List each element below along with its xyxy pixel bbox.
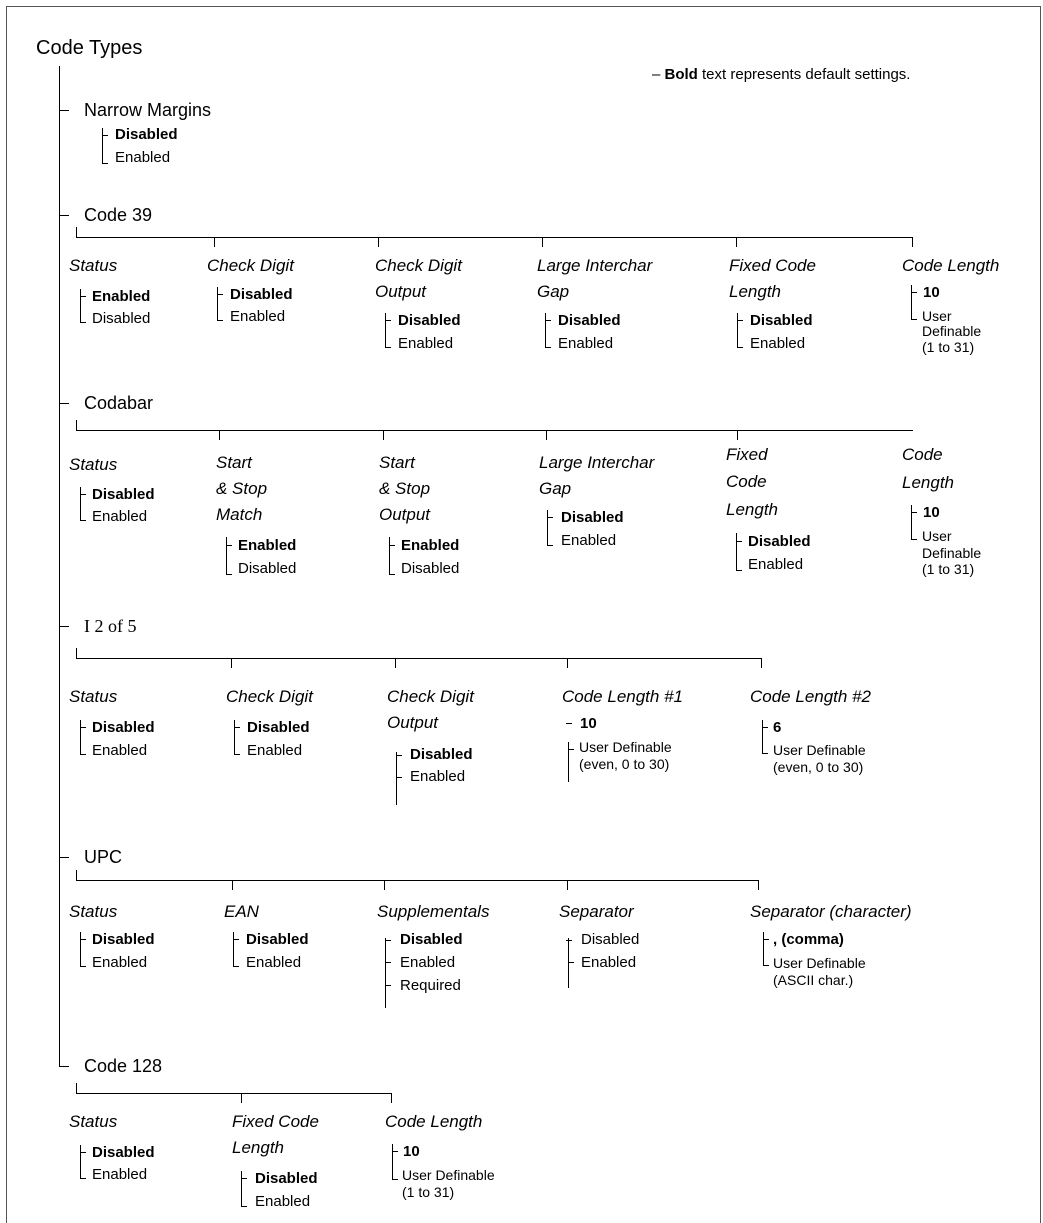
- option-default: Disabled: [255, 1170, 318, 1187]
- connector: [911, 505, 912, 540]
- column-header-code-length-2: Code Length #2: [750, 687, 871, 706]
- column-header-start-stop-match-line3: Match: [216, 505, 263, 524]
- connector: [233, 932, 234, 967]
- connector: [391, 1093, 392, 1103]
- connector: [234, 727, 240, 728]
- column-header-fixed-code-length-line2: Code: [726, 472, 767, 491]
- connector: [568, 938, 569, 988]
- option-default: 10: [580, 715, 597, 732]
- connector: [233, 966, 239, 967]
- connector: [389, 537, 390, 575]
- column-header-supplementals: Supplementals: [377, 902, 490, 921]
- option-default: Disabled: [750, 312, 813, 329]
- column-header-fixed-code-length-line2: Length: [232, 1138, 284, 1157]
- column-header-check-digit: Check Digit: [207, 256, 294, 275]
- connector: [763, 932, 764, 966]
- option: User: [922, 308, 952, 324]
- branch-line: [76, 237, 913, 238]
- column-header-code-length: Code: [902, 445, 943, 464]
- section-label-code39: Code 39: [84, 205, 153, 225]
- branch-line: [76, 1093, 392, 1094]
- column-header-check-digit-output: Check Digit: [375, 256, 462, 275]
- column-header-status: Status: [69, 902, 118, 921]
- connector: [762, 720, 763, 754]
- option-default: Disabled: [92, 931, 155, 948]
- column-header-status: Status: [69, 455, 118, 474]
- connector: [217, 287, 218, 321]
- column-header-code-length-line2: Length: [902, 473, 954, 492]
- connector: [226, 574, 232, 575]
- column-header-large-interchar-gap-line2: Gap: [539, 479, 572, 498]
- connector: [241, 1178, 247, 1179]
- connector: [80, 939, 86, 940]
- option: User Definable: [773, 955, 866, 971]
- column-header-ean: EAN: [224, 902, 259, 921]
- connector: [763, 965, 769, 966]
- connector: [80, 296, 86, 297]
- connector: [758, 880, 759, 890]
- option: Enabled: [115, 149, 171, 166]
- column-header-code-length-1: Code Length #1: [562, 687, 683, 706]
- option: Enabled: [748, 556, 804, 573]
- option: Definable: [922, 545, 982, 561]
- connector: [545, 313, 546, 348]
- connector: [762, 727, 768, 728]
- column-header-fixed-code-length-line2: Length: [729, 282, 781, 301]
- option: Enabled: [255, 1193, 311, 1210]
- connector: [378, 237, 379, 247]
- column-header-status: Status: [69, 256, 118, 275]
- option: Enabled: [750, 335, 806, 352]
- connector: [385, 940, 391, 941]
- connector: [736, 570, 742, 571]
- column-header-status: Status: [69, 687, 118, 706]
- option: Enabled: [410, 768, 466, 785]
- connector: [542, 237, 543, 247]
- option-default: Disabled: [748, 533, 811, 550]
- connector: [396, 777, 402, 778]
- column-header-check-digit: Check Digit: [226, 687, 313, 706]
- branch-line: [76, 430, 913, 431]
- connector: [389, 574, 395, 575]
- connector: [737, 430, 738, 440]
- connector: [566, 940, 572, 941]
- option-default: , (comma): [773, 931, 844, 948]
- page-frame: [6, 6, 1041, 1223]
- connector: [547, 510, 548, 546]
- connector: [219, 430, 220, 440]
- connector: [59, 403, 69, 404]
- connector: [568, 742, 569, 782]
- connector: [911, 512, 917, 513]
- option-default: Disabled: [400, 931, 463, 948]
- connector: [911, 539, 917, 540]
- connector: [568, 962, 574, 963]
- option: User: [922, 528, 952, 544]
- connector: [59, 626, 69, 627]
- option: Enabled: [92, 1166, 148, 1183]
- option: Enabled: [400, 954, 456, 971]
- option: (1 to 31): [922, 339, 975, 355]
- option: (even, 0 to 30): [773, 759, 864, 775]
- connector: [80, 932, 81, 967]
- connector: [234, 754, 240, 755]
- connector: [102, 128, 103, 164]
- legend-text: text represents default settings.: [702, 66, 911, 83]
- option-default: Disabled: [115, 126, 178, 143]
- connector: [80, 966, 86, 967]
- branch-line: [76, 880, 759, 881]
- connector: [568, 749, 574, 750]
- option-default: Disabled: [247, 719, 310, 736]
- option-default: 10: [923, 504, 940, 521]
- section-label-narrow-margins: Narrow Margins: [84, 100, 212, 120]
- column-header-check-digit-output-line2: Output: [375, 282, 427, 301]
- legend-bold-word: Bold: [664, 66, 698, 83]
- connector: [736, 237, 737, 247]
- connector: [761, 658, 762, 668]
- tree-spine: [59, 66, 60, 1067]
- section-label-i2of5: I 2 of 5: [84, 616, 137, 636]
- option: User Definable: [579, 739, 672, 755]
- option-default: Disabled: [92, 719, 155, 736]
- page-title: Code Types: [36, 37, 143, 59]
- connector: [80, 289, 81, 323]
- option: Enabled: [398, 335, 454, 352]
- connector: [546, 430, 547, 440]
- connector: [392, 1151, 398, 1152]
- connector: [76, 648, 77, 659]
- connector: [385, 320, 391, 321]
- option: Disabled: [581, 931, 640, 948]
- connector: [102, 135, 108, 136]
- connector: [80, 1152, 86, 1153]
- option: User Definable: [773, 742, 866, 758]
- connector: [102, 163, 108, 164]
- option: (even, 0 to 30): [579, 756, 670, 772]
- connector: [59, 857, 69, 858]
- connector: [385, 313, 386, 348]
- section-label-codabar: Codabar: [84, 393, 154, 413]
- connector: [383, 430, 384, 440]
- connector: [80, 1145, 81, 1179]
- option-default: Disabled: [410, 746, 473, 763]
- option-default: Disabled: [558, 312, 621, 329]
- connector: [737, 313, 738, 348]
- column-header-fixed-code-length: Fixed: [726, 445, 768, 464]
- column-header-status: Status: [69, 1112, 118, 1131]
- connector: [59, 1066, 69, 1067]
- column-header-large-interchar-gap: Large Interchar: [537, 256, 653, 275]
- column-header-check-digit-output-line2: Output: [387, 713, 439, 732]
- section-label-upc: UPC: [84, 847, 123, 867]
- connector: [59, 215, 69, 216]
- connector: [384, 880, 385, 890]
- connector: [76, 227, 77, 238]
- connector: [241, 1171, 242, 1207]
- connector: [737, 320, 743, 321]
- connector: [80, 727, 86, 728]
- option: User Definable: [402, 1167, 495, 1183]
- column-header-fixed-code-length-line3: Length: [726, 500, 778, 519]
- connector: [241, 1093, 242, 1103]
- connector: [80, 720, 81, 755]
- option: Disabled: [401, 560, 460, 577]
- connector: [545, 347, 551, 348]
- option: (1 to 31): [922, 561, 975, 577]
- connector: [567, 880, 568, 890]
- option-default: Disabled: [246, 931, 309, 948]
- connector: [80, 1178, 86, 1179]
- option: Enabled: [230, 308, 286, 325]
- option-default: Enabled: [401, 537, 460, 554]
- option-default: Disabled: [561, 509, 624, 526]
- column-header-check-digit-output: Check Digit: [387, 687, 474, 706]
- connector: [385, 985, 391, 986]
- column-header-fixed-code-length: Fixed Code: [232, 1112, 319, 1131]
- option: Definable: [922, 323, 982, 339]
- option-default: Enabled: [92, 288, 151, 305]
- option: Disabled: [238, 560, 297, 577]
- connector: [80, 487, 81, 521]
- option-default: 10: [403, 1143, 420, 1160]
- connector: [226, 545, 232, 546]
- column-header-code-length: Code Length: [385, 1112, 483, 1131]
- column-header-start-stop-match-line2: & Stop: [216, 479, 268, 498]
- column-header-start-stop-output-line2: & Stop: [379, 479, 431, 498]
- option: Enabled: [561, 532, 617, 549]
- connector: [547, 545, 553, 546]
- connector: [385, 962, 391, 963]
- connector: [911, 292, 917, 293]
- connector: [80, 754, 86, 755]
- connector: [912, 237, 913, 247]
- connector: [241, 1206, 247, 1207]
- connector: [392, 1144, 393, 1180]
- connector: [76, 870, 77, 881]
- column-header-start-stop-output-line3: Output: [379, 505, 431, 524]
- legend-note: [652, 67, 910, 82]
- option-default: Disabled: [92, 486, 155, 503]
- connector: [76, 1083, 77, 1094]
- connector: [385, 347, 391, 348]
- connector: [76, 420, 77, 431]
- connector: [762, 753, 768, 754]
- option: Required: [400, 977, 461, 994]
- connector: [396, 755, 402, 756]
- connector: [233, 939, 239, 940]
- option: (1 to 31): [402, 1184, 455, 1200]
- option: Enabled: [581, 954, 637, 971]
- column-header-code-length: Code Length: [902, 256, 1000, 275]
- option: (ASCII char.): [773, 972, 854, 988]
- connector: [911, 285, 912, 320]
- option-default: Enabled: [238, 537, 297, 554]
- connector: [736, 533, 737, 571]
- connector: [567, 658, 568, 668]
- option-default: 10: [923, 284, 940, 301]
- connector: [396, 752, 397, 805]
- option: Enabled: [92, 508, 148, 525]
- column-header-separator: Separator: [559, 902, 634, 921]
- connector: [217, 320, 223, 321]
- connector: [80, 494, 86, 495]
- option: Disabled: [92, 310, 151, 327]
- connector: [59, 110, 69, 111]
- option: Enabled: [246, 954, 302, 971]
- option-default: 6: [773, 719, 782, 736]
- connector: [234, 720, 235, 755]
- option-default: Disabled: [230, 286, 293, 303]
- option: Enabled: [247, 742, 303, 759]
- connector: [385, 938, 386, 1008]
- option: Enabled: [558, 335, 614, 352]
- column-header-large-interchar-gap-line2: Gap: [537, 282, 570, 301]
- connector: [545, 320, 551, 321]
- connector: [214, 237, 215, 247]
- legend-dash: –: [652, 66, 661, 83]
- connector: [911, 319, 917, 320]
- connector: [389, 545, 395, 546]
- connector: [217, 294, 223, 295]
- connector: [763, 939, 769, 940]
- column-header-start-stop-match: Start: [216, 453, 252, 472]
- connector: [395, 658, 396, 668]
- connector: [736, 541, 742, 542]
- option: Enabled: [92, 742, 148, 759]
- column-header-separator-character: Separator (character): [750, 902, 912, 921]
- connector: [231, 658, 232, 668]
- connector: [80, 520, 86, 521]
- column-header-fixed-code-length: Fixed Code: [729, 256, 816, 275]
- column-header-start-stop-output: Start: [379, 453, 415, 472]
- connector: [232, 880, 233, 890]
- column-header-large-interchar-gap: Large Interchar: [539, 453, 655, 472]
- section-label-code128: Code 128: [84, 1056, 163, 1076]
- connector: [392, 1179, 398, 1180]
- connector: [226, 537, 227, 575]
- connector: [737, 347, 743, 348]
- option: Enabled: [92, 954, 148, 971]
- connector: [80, 322, 86, 323]
- connector: [566, 723, 572, 724]
- option-default: Disabled: [92, 1144, 155, 1161]
- connector: [547, 517, 553, 518]
- option-default: Disabled: [398, 312, 461, 329]
- branch-line: [76, 658, 762, 659]
